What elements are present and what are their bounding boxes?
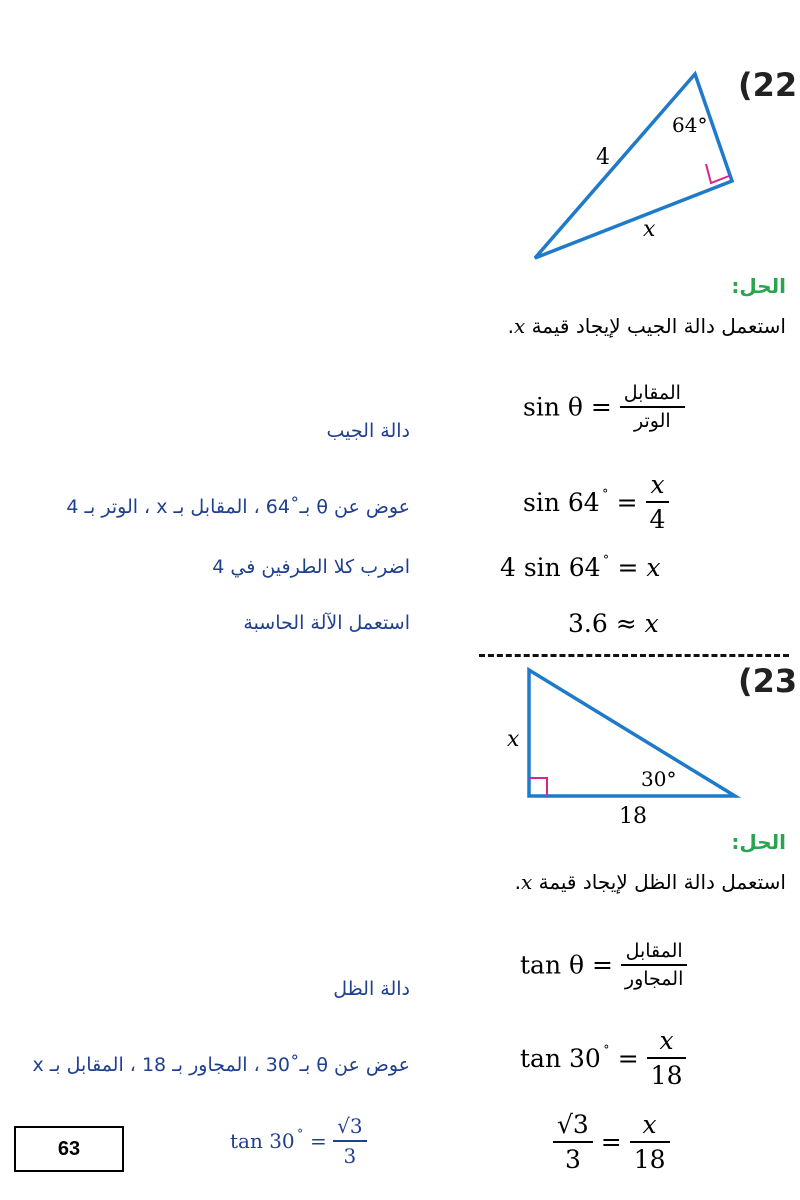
equation-22-4: 3.6 ≈ x <box>568 609 659 638</box>
angle-label-22: 64° <box>672 113 708 137</box>
problem-number-22: (22 <box>738 66 798 104</box>
equation-22-2: sin 64 ˚ = $\frac{x}{4}$ <box>523 470 669 534</box>
equation-23-1: tan θ = $\frac{\text{المقابل}}{\text{المجاور}}$ <box>520 940 687 990</box>
angle-label-23: 30° <box>641 767 677 791</box>
side-label-vert-23: x <box>507 727 520 752</box>
right-angle-marker-23 <box>529 778 547 796</box>
step-note-22-4: استعمل الآلة الحاسبة <box>243 612 410 634</box>
problem-number-23: (23 <box>738 662 798 700</box>
triangle-figure-22 <box>520 60 750 270</box>
triangle-figure-23 <box>495 660 755 830</box>
step-note-22-1: دالة الجيب <box>326 420 410 442</box>
equation-22-3: 4 sin 64 ˚ = x <box>500 553 661 582</box>
equation-23-3: $\frac{√3}{3}$ = $\frac{x}{18}$ <box>553 1110 670 1174</box>
step-note-23-1: دالة الظل <box>333 978 410 1000</box>
solution-intro-22: استعمل دالة الجيب لإيجاد قيمة x. <box>507 314 786 338</box>
equation-23-2: tan 30 ˚ = $\frac{x}{18}$ <box>520 1026 686 1090</box>
triangle-22 <box>535 74 732 258</box>
step-note-22-2: عوض عن θ بـ˚64 ، المقابل بـ x ، الوتر بـ 4 <box>66 496 410 518</box>
side-label-base-23: 18 <box>619 804 647 829</box>
step-note-22-3: اضرب كلا الطرفين في 4 <box>212 556 410 578</box>
section-divider <box>479 654 789 657</box>
page-number-box <box>14 1126 124 1172</box>
page-number: 63 <box>57 1137 81 1160</box>
triangle-23 <box>529 670 735 796</box>
solution-intro-23: استعمل دالة الظل لإيجاد قيمة x. <box>514 870 786 894</box>
solution-heading-23: الحل: <box>731 830 786 854</box>
aside-identity: tan 30 ˚ = $\frac{√3}{3}$ <box>230 1114 367 1168</box>
side-label-hyp-22: 4 <box>596 145 610 170</box>
equation-22-1: sin θ = $\frac{\text{المقابل}}{\text{الوتر}}$ <box>523 382 685 432</box>
side-label-adj-22: x <box>643 217 656 242</box>
step-note-23-2: عوض عن θ بـ˚30 ، المجاور بـ 18 ، المقابل بـ x <box>32 1054 410 1076</box>
solution-heading-22: الحل: <box>731 274 786 298</box>
